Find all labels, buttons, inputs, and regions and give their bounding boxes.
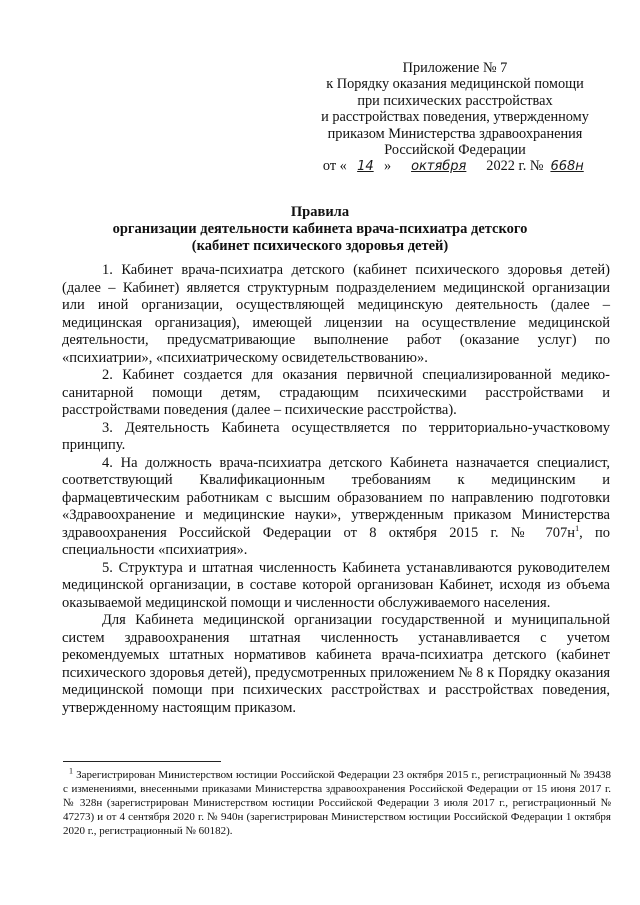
handwritten-day: 14	[357, 159, 374, 175]
date-suffix: 2022 г. №	[486, 158, 544, 175]
paragraph-3: 3. Деятельность Кабинета осуществляется по территориально-участковому принципу.	[62, 419, 610, 453]
paragraph-1: 1. Кабинет врача-психиатра детского (кабинет психического здоровья детей) (далее – Кабинет) является структурным подразделением медицинской организации или иной организации, осуществляющей медицинскую деятельность (далее – медицинская организация), имеющей лицензии на осуществление медицинской деятельности, предусматривающие выполнение работ (оказание услуг) по «психиатрии», «психиатрическому освидетельствованию».	[62, 262, 610, 366]
document-title	[60, 204, 580, 254]
footnote-text: Зарегистрирован Министерством юстиции Российской Федерации 23 октября 2015 г., регистрационный № 39438 с изменениями, внесенными приказами Министерства здравоохранения Российской Федерации от 15 июня 2017 г. № 328н (зарегистрирован Министерством юстиции Российской Федерации 3 июля 2017 г., регистрационный № 47273) и от 4 сентября 2020 г. № 940н (зарегистрирован Министерством юстиции Российской Федерации 1 октября 2020 г., регистрационный № 60182).	[63, 769, 612, 838]
title-line-2: организации деятельности кабинета врача-психиатра детского	[112, 220, 528, 237]
paragraph-4-text: 4. На должность врача-психиатра детского Кабинета назначается специалист, соответствующий Квалификационным требованиям к медицинским и фармацевтическим работникам с высшим образованием по направлению подготовки «Здравоохранение и медицинские науки», утвержденным приказом Министерства здравоохранения Российской Федерации от 8 октября 2015 г. № 707н	[62, 454, 610, 541]
appendix-line: к Порядку оказания медицинской помощи	[326, 76, 584, 93]
footnote-reference: 1	[575, 523, 580, 533]
paragraph-4-end: , по специальности «психиатрия».	[62, 524, 610, 558]
paragraph-4	[62, 455, 610, 560]
appendix-line: и расстройствах поведения, утвержденному	[321, 109, 589, 126]
appendix-header	[300, 60, 610, 176]
title-line-3: (кабинет психического здоровья детей)	[191, 237, 449, 254]
date-mid: »	[383, 158, 392, 175]
document-body	[62, 262, 610, 717]
paragraph-5: 5. Структура и штатная численность Кабинета устанавливаются руководителем медицинской организации, в составе которой организован Кабинет, исходя из объема оказываемой медицинской помощи и численности обслуживаемого населения.	[62, 559, 610, 611]
title-line-1: Правила	[290, 204, 350, 220]
paragraph-2: 2. Кабинет создается для оказания первичной специализированной медико-санитарной помощи детям, страдающим психическими расстройствами и расстройствами поведения (далее – психические расстройства).	[62, 367, 610, 418]
footnote-marker: 1	[69, 766, 73, 776]
handwritten-order-number: 668н	[550, 159, 584, 175]
appendix-line: приказом Министерства здравоохранения	[327, 125, 583, 142]
appendix-line: при психических расстройствах	[357, 92, 553, 109]
date-prefix: от «	[322, 158, 347, 175]
order-date-line	[300, 158, 610, 175]
handwritten-month: октября	[411, 159, 467, 175]
appendix-line: Российской Федерации	[384, 142, 526, 159]
paragraph-6: Для Кабинета медицинской организации государственной и муниципальной систем здравоохранения штатная численность устанавливается с учетом рекомендуемых штатных нормативов кабинета врача-психиатра детского (кабинет психического здоровья детей), предусмотренных приложением № 8 к Порядку оказания медицинской помощи при психических расстройствах и расстройствах поведения, утвержденному настоящим приказом.	[62, 612, 610, 716]
footnote-divider	[63, 761, 221, 762]
footnote	[63, 768, 611, 838]
appendix-number: Приложение № 7	[402, 60, 508, 76]
